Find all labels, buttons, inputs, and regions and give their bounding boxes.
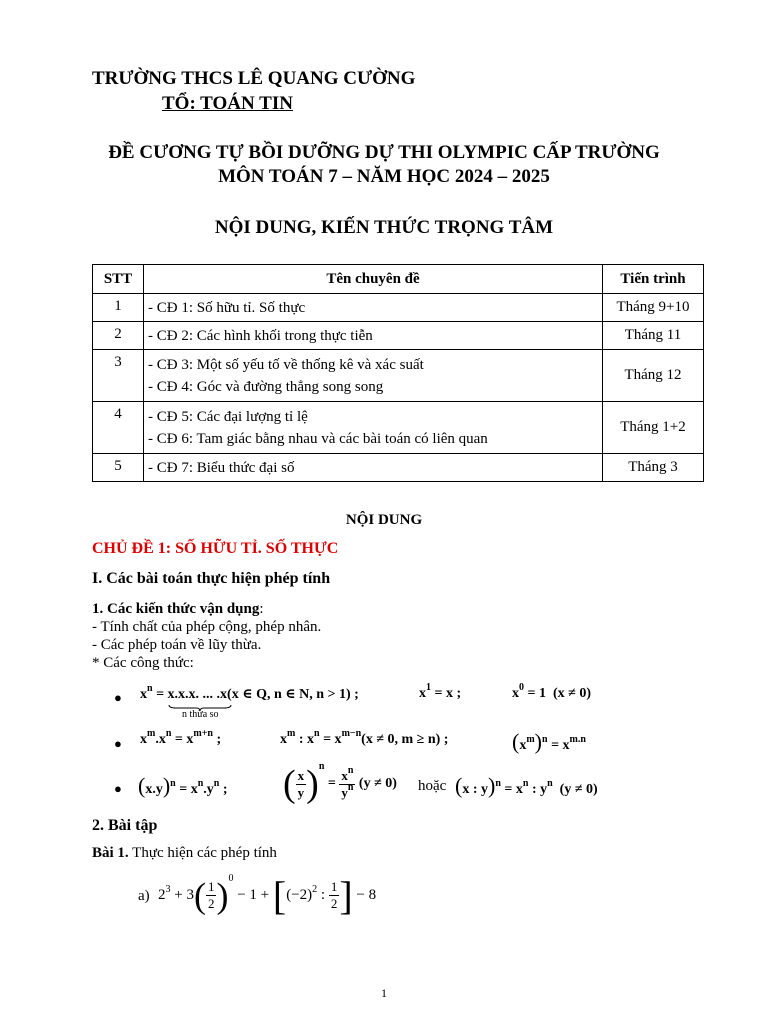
section-title: NỘI DUNG, KIẾN THỨC TRỌNG TÂM [214,217,554,238]
topic-line: - CĐ 1: Số hữu tỉ. Số thực [148,299,306,316]
document-title-line1: ĐỀ CƯƠNG TỰ BỒI DƯỠNG DỰ THI OLYMPIC CẤP TRƯỜNG [108,142,660,163]
row-stt: 1 [93,294,144,322]
row-topic [144,454,603,482]
fraction-one-half: $\frac{1}{2}$ [207,879,215,911]
department-name: TỔ: TOÁN TIN [162,93,293,114]
exercise-1-prompt [92,845,277,862]
knowledge-line: * Các công thức: [92,655,194,671]
subheading-exercises: 2. Bài tập [92,817,158,834]
formula-quotient-power: (x : $y)^n = x^n$ : $y^n$ (y ≠ 0) [455,773,598,798]
row-schedule: Tháng 11 [603,322,704,350]
formula-power-definition: $x^n = x.x.x$. ... .x (x ∈ Q, n ∈ N, n > 1) ; [140,686,359,703]
topic-line: - CĐ 7: Biểu thức đại số [148,459,295,476]
topic-line: - CĐ 5: Các đại lượng tỉ lệ [148,408,308,425]
row-schedule: Tháng 1+2 [603,402,704,454]
knowledge-line: - Các phép toán về lũy thừa. [92,637,262,653]
formula-power-zero: $x^0 = 1$ (x ≠ 0) [512,682,591,701]
exercise-1-text: Thực hiện các phép tính [132,845,277,861]
table-row [93,294,704,322]
table-row [93,454,704,482]
page-number: 1 [381,986,387,1000]
bullet-icon: ● [114,736,122,751]
fraction-xn-over-yn: $\frac{x^n}{y^n}$ [341,764,354,800]
row-schedule: Tháng 12 [603,350,704,402]
formula-power-of-power: $(x^m)^n = x^{m.n}$ [512,729,586,754]
topic-line: - CĐ 6: Tam giác bằng nhau và các bài toán có liên quan [148,430,488,447]
content-heading: NỘI DUNG [345,512,423,528]
table-row [93,322,704,350]
row-schedule: Tháng 3 [603,454,704,482]
topic-title: CHỦ ĐỀ 1: SỐ HỮU TỈ. SỐ THỰC [92,540,339,557]
subheading-knowledge [92,601,264,618]
exercise-1a-expression: $2^3 + 3$( $\frac{1}{2}$ )$^0 - 1 + [(-2)^2$ : $\frac{1}{2}$ ] − 8 [158,872,377,918]
topic-line: - CĐ 4: Góc và đường thẳng song song [148,378,384,395]
part-heading: I. Các bài toán thực hiện phép tính [92,570,331,587]
text-or: hoặc [418,778,447,794]
row-topic [144,294,603,322]
document-title-line2: MÔN TOÁN 7 – NĂM HỌC 2024 – 2025 [218,166,550,187]
row-topic [144,322,603,350]
formula-product-power: $(x.y)^n = x^n.y^n$ ; [138,773,228,798]
table-row [93,402,704,454]
subheading-knowledge-text: 1. Các kiến thức vận dụng [92,601,260,617]
row-stt: 3 [93,350,144,402]
col-header-stt: STT [93,265,144,294]
topic-line: - CĐ 3: Một số yếu tố về thống kê và xác suất [148,356,424,373]
row-schedule: Tháng 9+10 [603,294,704,322]
topic-line: - CĐ 2: Các hình khối trong thực tiễn [148,327,373,344]
formula-power-one: $x^1 = x$ ; [419,682,462,701]
fraction-one-half: $\frac{1}{2}$ [330,879,338,911]
row-stt: 5 [93,454,144,482]
table-header-row [93,265,704,294]
exercise-1-label: Bài 1. [92,845,129,861]
row-stt: 4 [93,402,144,454]
subheading-colon: : [259,601,264,617]
table-row [93,350,704,402]
row-topic [144,402,603,454]
fraction-x-over-y: $\frac{x}{y}$ [297,767,305,800]
knowledge-line: - Tính chất của phép cộng, phép nhân. [92,619,322,635]
formula-product-rule: $x^m.x^n = x^{m+n}$ ; [140,728,222,747]
formula-fraction-power: ( $\frac{x}{y}$ )$^n$ = $\frac{x^n}{y^n}$ (y ≠ 0) [283,761,397,805]
row-stt: 2 [93,322,144,350]
bullet-icon: ● [114,781,122,796]
row-topic [144,350,603,402]
exercise-1a-label: a) [138,888,150,904]
topics-table [92,264,704,482]
school-name: TRƯỜNG THCS LÊ QUANG CƯỜNG [92,68,416,89]
formula-quotient-rule: $x^m$ : $x^n = x^{m-n}(x \ne 0$, m ≥ n) ; [280,728,449,747]
col-header-topic: Tên chuyên đề [144,265,603,294]
col-header-schedule: Tiến trình [603,265,704,294]
bullet-icon: ● [114,690,122,705]
underbrace-label: n thừa so [182,709,219,720]
